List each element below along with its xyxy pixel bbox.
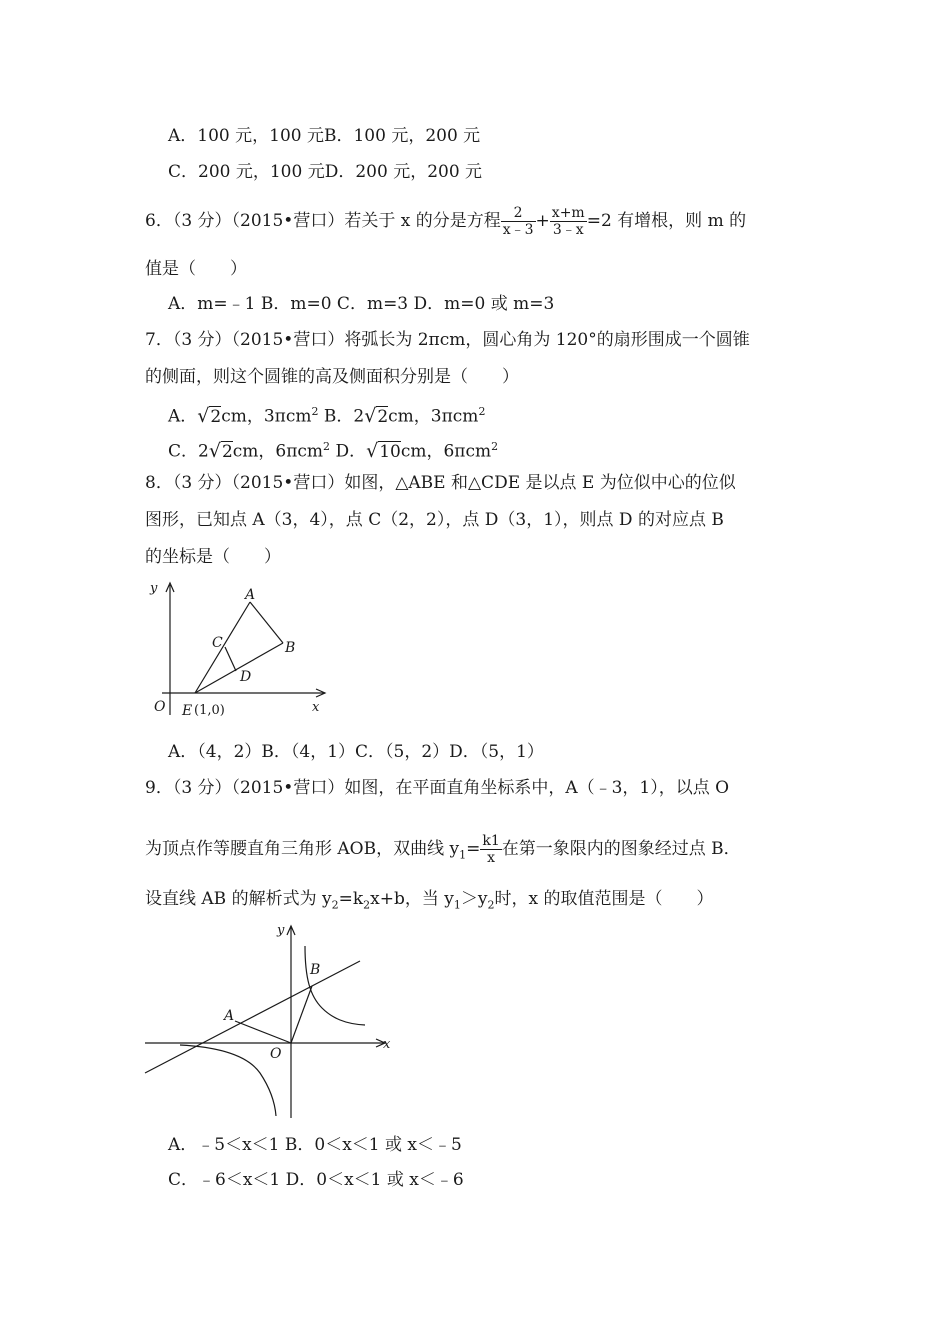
- q9-sub-1: 1: [459, 848, 467, 862]
- q9-label-o: O: [270, 1046, 282, 1062]
- q5-option-a: A．100 元，100 元: [168, 126, 324, 146]
- q9-label-b: B: [310, 962, 321, 978]
- q5-options-row2: [168, 161, 482, 183]
- q7-option-b-label: B．2: [318, 406, 365, 427]
- q9-sub-k2: 2: [363, 898, 371, 912]
- q9-label-x: x: [383, 1037, 391, 1052]
- q9-figure: [140, 918, 400, 1123]
- q5-option-c: C．200 元，100 元: [168, 162, 325, 182]
- q7-option-b-sqrt: √2: [364, 404, 389, 427]
- q9-sub-y2: 2: [487, 898, 495, 912]
- q8-label-y: y: [150, 581, 158, 596]
- q8-options: A．（4，2）B．（4，1）C．（5，2）D．（5，1）: [168, 742, 544, 762]
- q9-label-y: y: [277, 923, 285, 938]
- q7-options-row1: [168, 401, 485, 428]
- q9-stem-line2: [145, 826, 741, 878]
- q7-option-a-label: A．: [168, 406, 198, 427]
- q7-option-a-sqrt: √2: [197, 404, 222, 427]
- q7-option-c-rest: cm，6πcm: [232, 441, 324, 462]
- q7-option-c-sqrt: √2: [208, 439, 233, 462]
- q9-options-row2: C．﹣6＜x＜1 D．0＜x＜1 或 x＜﹣6: [168, 1170, 464, 1190]
- q8-label-a: A: [245, 587, 256, 603]
- q8-label-d: D: [240, 669, 252, 685]
- q9-stem-line3: [145, 888, 713, 916]
- q7-option-a-exp: 2: [311, 405, 319, 418]
- q6-stem-line2: 值是（ ）: [145, 259, 247, 279]
- q6-frac1-denominator: x﹣3: [502, 222, 534, 238]
- q9-stem-line1: 9．（3 分）（2015•营口）如图，在平面直角坐标系中，A（﹣3，1），以点 O: [145, 778, 730, 798]
- q5-option-d: D．200 元，200 元: [324, 162, 483, 182]
- q9-equals: =: [466, 839, 481, 859]
- q7-option-b-exp: 2: [478, 405, 486, 418]
- q7-stem-line2: 的侧面，则这个圆锥的高及侧面积分别是（ ）: [145, 367, 519, 387]
- q9-line3-part4: ＞y: [460, 889, 488, 909]
- q7-options-row2: [168, 436, 498, 463]
- q9-line-ab: [145, 961, 360, 1073]
- q6-fraction-2: [550, 205, 587, 238]
- q7-option-d-sqrt: √10: [366, 439, 401, 462]
- q7-option-c-label: C．2: [168, 441, 209, 462]
- q6-stem-line1: [145, 204, 746, 238]
- q9-hyperbola-q3: [180, 1045, 276, 1116]
- q8-label-x: x: [312, 700, 320, 715]
- q6-plus: +: [535, 211, 550, 231]
- q8-label-o: O: [154, 699, 166, 715]
- q9-frac-numerator: k1: [482, 833, 500, 849]
- q6-fraction-1: [501, 205, 536, 238]
- q7-option-b-radicand: 2: [377, 406, 389, 427]
- q5-options-row1: [168, 125, 480, 147]
- q8-label-c: C: [212, 635, 223, 651]
- q6-frac2-numerator: x+m: [551, 205, 585, 221]
- q8-label-e: E: [182, 703, 193, 719]
- q6-frac1-numerator: 2: [501, 205, 536, 222]
- q9-fraction: [480, 833, 501, 866]
- q8-stem-line3: 的坐标是（ ）: [145, 547, 281, 567]
- q9-line3-part3: x+b，当 y: [370, 889, 454, 909]
- q7-stem-line1: 7．（3 分）（2015•营口）将弧长为 2πcm，圆心角为 120°的扇形围成一个圆锥: [145, 330, 750, 350]
- q7-option-a-rest: cm，3πcm: [221, 406, 312, 427]
- q7-option-d-exp: 2: [491, 440, 499, 453]
- q6-prefix: 6．（3 分）（2015•营口）若关于 x 的分是方程: [145, 211, 501, 231]
- q8-stem-line2: 图形，已知点 A（3，4），点 C（2，2），点 D（3，1），则点 D 的对应点 B: [145, 510, 724, 530]
- q6-options: A．m=﹣1 B．m=0 C．m=3 D．m=0 或 m=3: [168, 294, 555, 314]
- q5-option-b: B．100 元，200 元: [323, 126, 481, 146]
- q9-segment-ao: [235, 1021, 291, 1043]
- q9-options-row1: A．﹣5＜x＜1 B．0＜x＜1 或 x＜﹣5: [168, 1135, 462, 1155]
- q7-option-d-label: D．: [330, 441, 367, 462]
- q8-segment-cd: [225, 647, 236, 671]
- q9-sub-2: 2: [331, 898, 339, 912]
- q9-line2-part1: 为顶点作等腰直角三角形 AOB，双曲线 y: [145, 839, 460, 859]
- q7-option-c-exp: 2: [323, 440, 331, 453]
- q6-frac2-denominator: 3﹣x: [552, 222, 584, 238]
- q8-label-e-coord: (1,0): [194, 703, 225, 718]
- q7-option-d-rest: cm，6πcm: [400, 441, 492, 462]
- q7-option-c-radicand: 2: [221, 441, 233, 462]
- q6-suffix: =2 有增根，则 m 的: [586, 211, 747, 231]
- q9-line3-part2: =k: [338, 889, 364, 909]
- q9-segment-ob: [291, 986, 312, 1043]
- q8-segment-ab: [250, 602, 283, 643]
- q9-frac-denominator: x: [487, 850, 496, 866]
- q9-sub-y1: 1: [453, 898, 461, 912]
- q9-label-a: A: [224, 1008, 235, 1024]
- q9-line3-part5: 时，x 的取值范围是（ ）: [494, 889, 714, 909]
- q9-line3-part1: 设直线 AB 的解析式为 y: [145, 889, 332, 909]
- q8-stem-line1: 8．（3 分）（2015•营口）如图，△ABE 和△CDE 是以点 E 为位似中心的位似: [145, 473, 736, 493]
- q7-option-b-rest: cm，3πcm: [388, 406, 479, 427]
- q8-figure: [140, 575, 340, 725]
- q8-segment-eb: [195, 643, 283, 693]
- q7-option-a-radicand: 2: [210, 406, 222, 427]
- q9-line2-part2: 在第一象限内的图象经过点 B．: [501, 839, 741, 859]
- q8-label-b: B: [285, 640, 296, 656]
- q7-option-d-radicand: 10: [379, 441, 401, 462]
